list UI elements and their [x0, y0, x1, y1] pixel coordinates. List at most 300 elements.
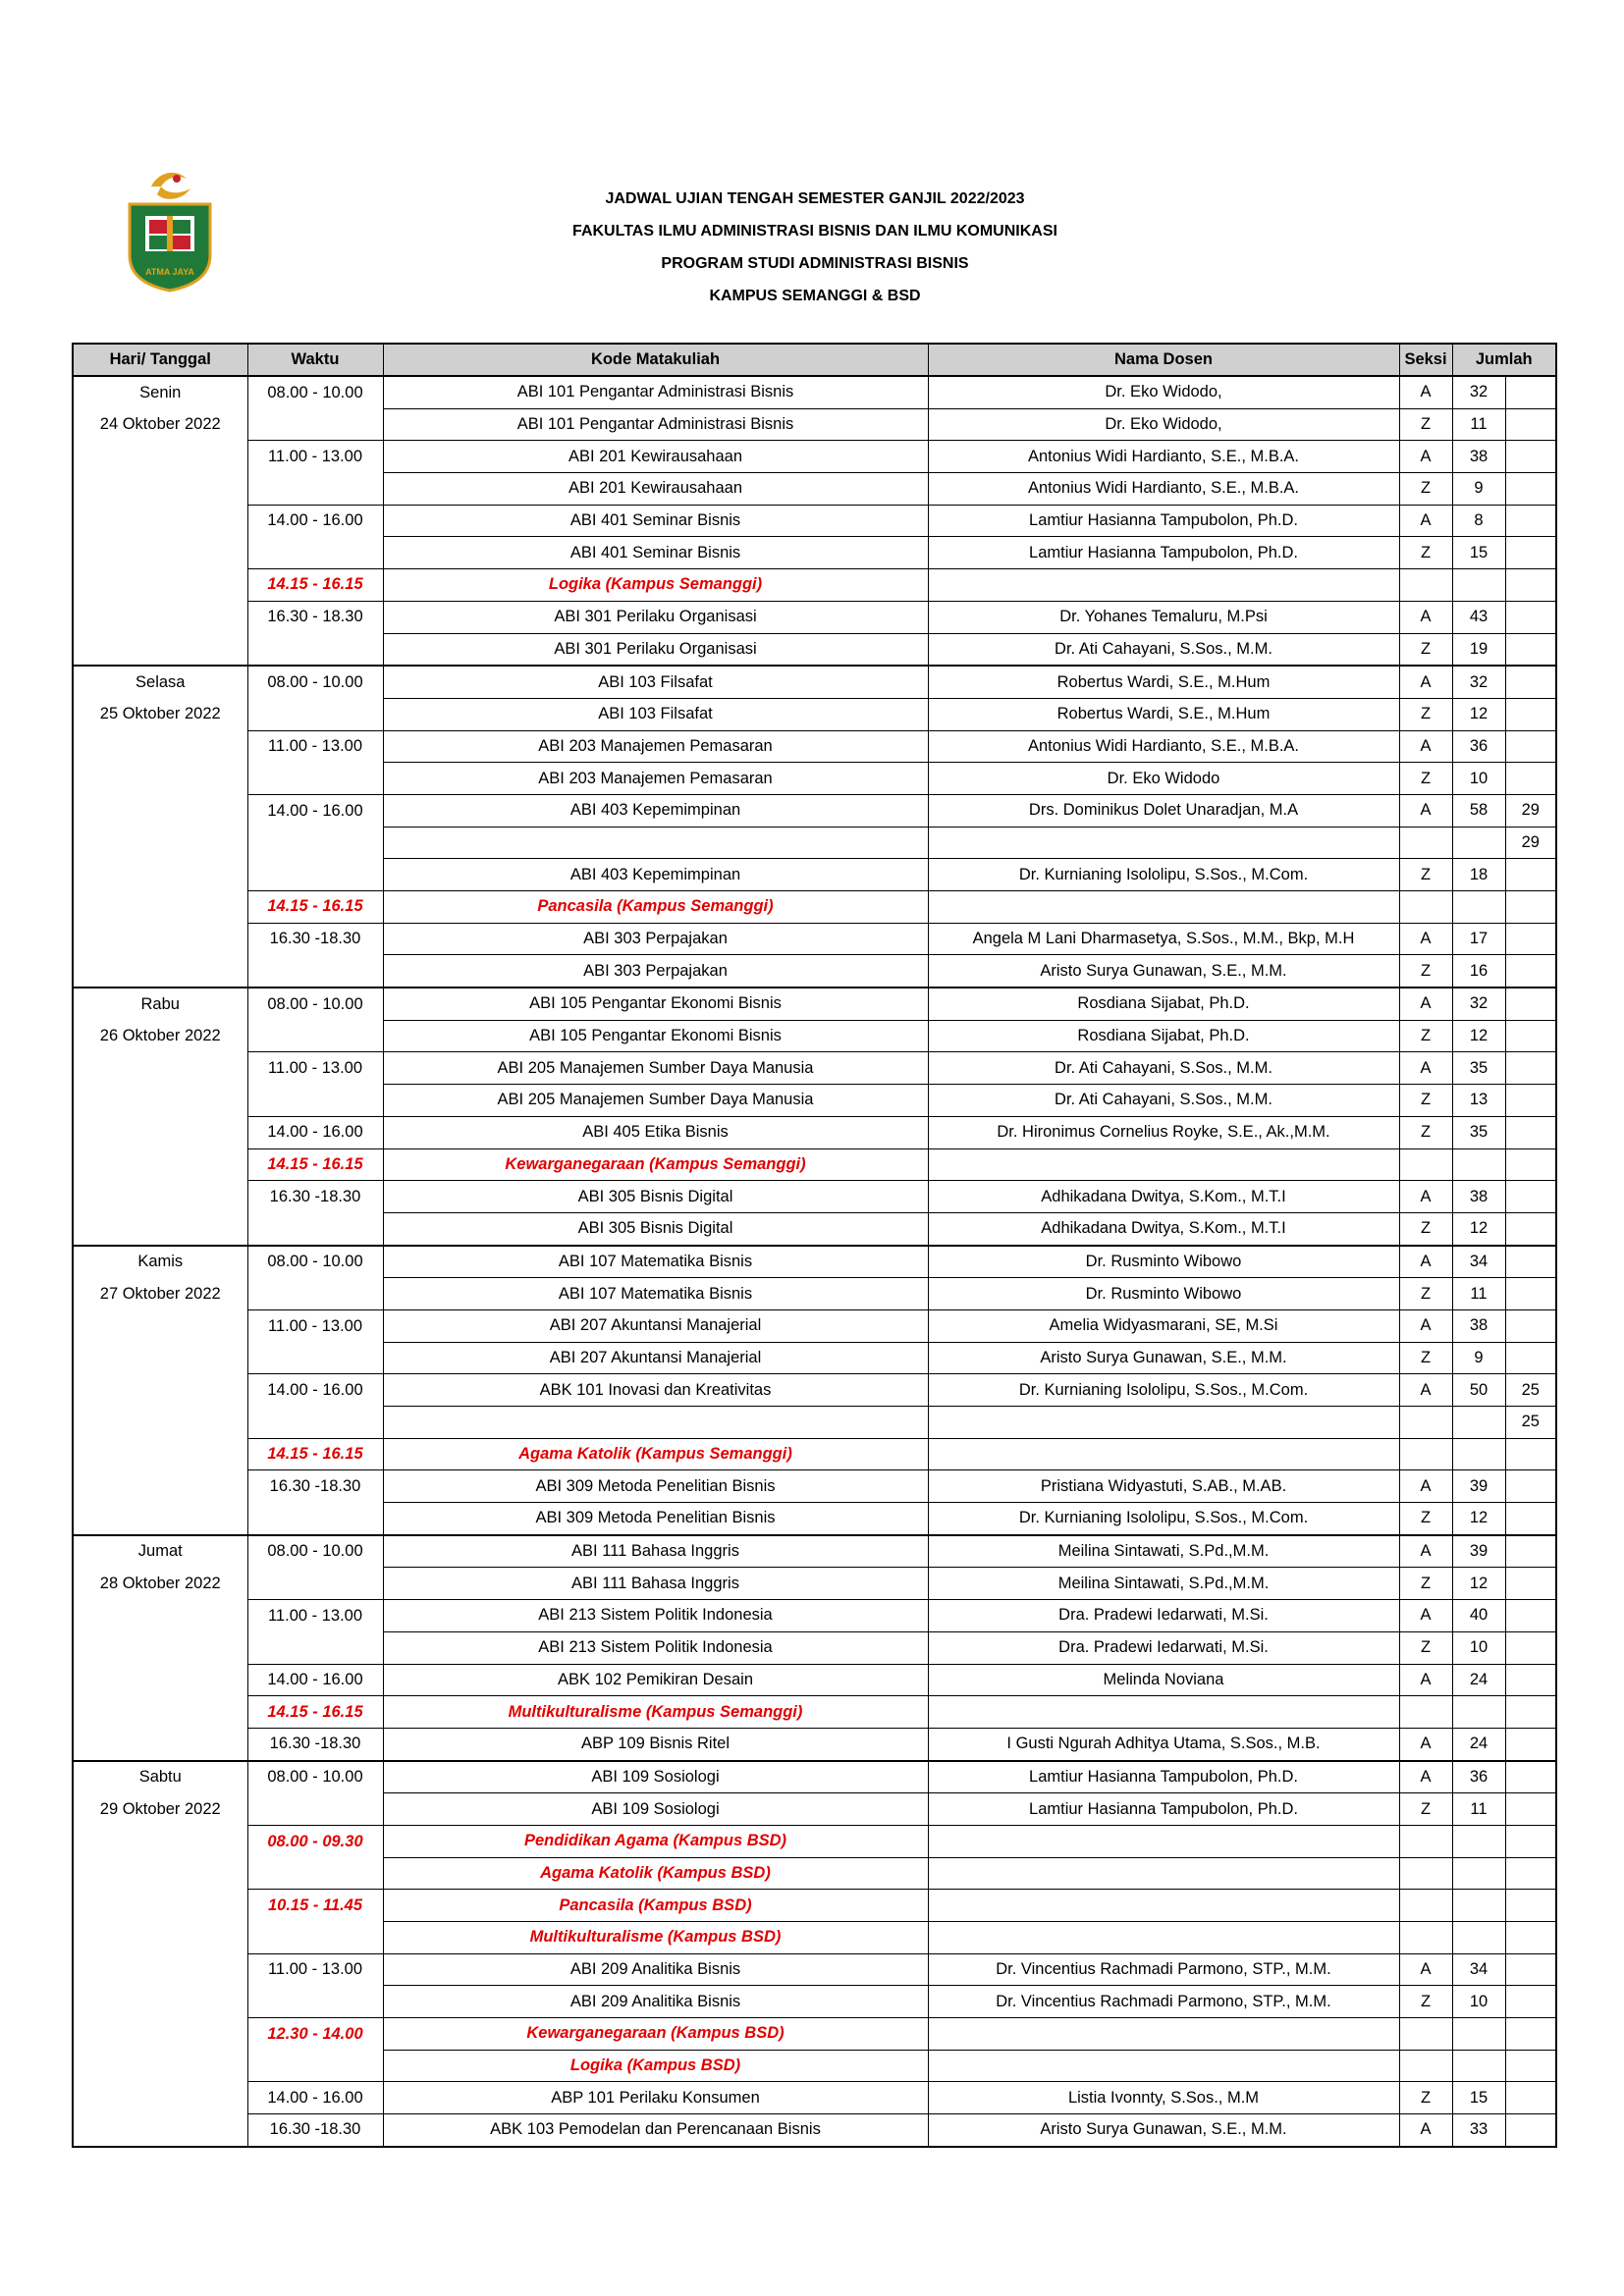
cell-kode-matakuliah: ABI 111 Bahasa Inggris	[383, 1535, 928, 1568]
cell-waktu: 11.00 - 13.00	[247, 1600, 383, 1632]
cell-kode-matakuliah: ABI 213 Sistem Politik Indonesia	[383, 1600, 928, 1632]
cell-jumlah: 12	[1452, 1503, 1505, 1535]
cell-jumlah-split	[1505, 955, 1556, 988]
cell-jumlah-split	[1505, 923, 1556, 955]
cell-kode-matakuliah: ABI 109 Sosiologi	[383, 1761, 928, 1793]
cell-kode-matakuliah: ABI 105 Pengantar Ekonomi Bisnis	[383, 988, 928, 1020]
cell-nama-dosen: Dr. Ati Cahayani, S.Sos., M.M.	[928, 633, 1399, 666]
cell-hari-tanggal	[73, 505, 247, 537]
table-row	[73, 1793, 1556, 1826]
cell-nama-dosen: Lamtiur Hasianna Tampubolon, Ph.D.	[928, 505, 1399, 537]
cell-seksi: Z	[1399, 1278, 1452, 1310]
cell-kode-matakuliah: Logika (Kampus Semanggi)	[383, 569, 928, 602]
cell-jumlah: 32	[1452, 376, 1505, 408]
header-waktu: Waktu	[247, 344, 383, 376]
cell-seksi: A	[1399, 441, 1452, 473]
cell-jumlah: 17	[1452, 923, 1505, 955]
cell-jumlah: 12	[1452, 1212, 1505, 1245]
cell-hari-tanggal: 24 Oktober 2022	[73, 408, 247, 441]
cell-jumlah	[1452, 1890, 1505, 1922]
cell-nama-dosen: Antonius Widi Hardianto, S.E., M.B.A.	[928, 441, 1399, 473]
cell-jumlah: 15	[1452, 537, 1505, 569]
cell-kode-matakuliah	[383, 827, 928, 859]
cell-hari-tanggal	[73, 1857, 247, 1890]
cell-kode-matakuliah: ABI 111 Bahasa Inggris	[383, 1568, 928, 1600]
title-line-1: JADWAL UJIAN TENGAH SEMESTER GANJIL 2022/2023	[605, 190, 1025, 207]
document-header	[383, 183, 1247, 312]
cell-kode-matakuliah: ABI 207 Akuntansi Manajerial	[383, 1342, 928, 1374]
cell-hari-tanggal	[73, 537, 247, 569]
cell-jumlah-split	[1505, 1148, 1556, 1181]
cell-hari-tanggal	[73, 923, 247, 955]
cell-waktu: 14.00 - 16.00	[247, 2082, 383, 2114]
cell-jumlah-split	[1505, 1342, 1556, 1374]
cell-kode-matakuliah: ABP 109 Bisnis Ritel	[383, 1728, 928, 1760]
table-row	[73, 730, 1556, 763]
cell-hari-tanggal: Kamis	[73, 1246, 247, 1278]
cell-jumlah-split: 29	[1505, 794, 1556, 827]
table-row	[73, 1728, 1556, 1760]
cell-kode-matakuliah: ABI 103 Filsafat	[383, 666, 928, 698]
table-row	[73, 408, 1556, 441]
cell-jumlah: 32	[1452, 666, 1505, 698]
title-line-4: KAMPUS SEMANGGI & BSD	[709, 288, 921, 304]
cell-seksi: A	[1399, 505, 1452, 537]
cell-kode-matakuliah: ABK 103 Pemodelan dan Perencanaan Bisnis	[383, 2114, 928, 2147]
cell-kode-matakuliah: ABI 305 Bisnis Digital	[383, 1181, 928, 1213]
table-row	[73, 1631, 1556, 1664]
table-row	[73, 1020, 1556, 1052]
cell-jumlah-split	[1505, 698, 1556, 730]
cell-seksi: Z	[1399, 1631, 1452, 1664]
cell-jumlah-split	[1505, 1631, 1556, 1664]
cell-hari-tanggal	[73, 569, 247, 602]
cell-nama-dosen: Dr. Eko Widodo	[928, 763, 1399, 795]
cell-kode-matakuliah: ABI 109 Sosiologi	[383, 1793, 928, 1826]
table-row	[73, 1857, 1556, 1890]
cell-jumlah-split	[1505, 891, 1556, 924]
cell-jumlah-split	[1505, 730, 1556, 763]
cell-seksi	[1399, 1407, 1452, 1439]
table-row	[73, 1374, 1556, 1407]
cell-nama-dosen	[928, 1438, 1399, 1470]
cell-jumlah-split	[1505, 1212, 1556, 1245]
cell-jumlah-split	[1505, 1278, 1556, 1310]
cell-hari-tanggal	[73, 1922, 247, 1954]
cell-jumlah: 8	[1452, 505, 1505, 537]
cell-waktu: 08.00 - 10.00	[247, 1535, 383, 1568]
cell-seksi: A	[1399, 1052, 1452, 1085]
cell-jumlah: 10	[1452, 763, 1505, 795]
table-row	[73, 923, 1556, 955]
cell-seksi: A	[1399, 1535, 1452, 1568]
cell-nama-dosen: Lamtiur Hasianna Tampubolon, Ph.D.	[928, 1761, 1399, 1793]
cell-hari-tanggal	[73, 1052, 247, 1085]
cell-hari-tanggal	[73, 1631, 247, 1664]
table-row	[73, 1438, 1556, 1470]
cell-hari-tanggal: 29 Oktober 2022	[73, 1793, 247, 1826]
cell-seksi: Z	[1399, 1986, 1452, 2018]
cell-nama-dosen	[928, 569, 1399, 602]
cell-kode-matakuliah: ABI 209 Analitika Bisnis	[383, 1953, 928, 1986]
cell-kode-matakuliah: ABI 101 Pengantar Administrasi Bisnis	[383, 408, 928, 441]
cell-waktu	[247, 633, 383, 666]
cell-hari-tanggal	[73, 473, 247, 506]
table-row	[73, 763, 1556, 795]
cell-seksi: A	[1399, 666, 1452, 698]
cell-nama-dosen: Lamtiur Hasianna Tampubolon, Ph.D.	[928, 537, 1399, 569]
table-row	[73, 1503, 1556, 1535]
cell-jumlah	[1452, 569, 1505, 602]
cell-kode-matakuliah: ABI 105 Pengantar Ekonomi Bisnis	[383, 1020, 928, 1052]
cell-kode-matakuliah: Agama Katolik (Kampus Semanggi)	[383, 1438, 928, 1470]
cell-jumlah: 39	[1452, 1470, 1505, 1503]
table-row	[73, 376, 1556, 408]
cell-jumlah-split	[1505, 763, 1556, 795]
cell-nama-dosen	[928, 891, 1399, 924]
cell-jumlah: 9	[1452, 473, 1505, 506]
cell-nama-dosen	[928, 827, 1399, 859]
cell-seksi: Z	[1399, 859, 1452, 891]
cell-nama-dosen	[928, 2050, 1399, 2082]
cell-waktu	[247, 1568, 383, 1600]
cell-jumlah: 38	[1452, 441, 1505, 473]
cell-waktu	[247, 1986, 383, 2018]
table-row	[73, 1052, 1556, 1085]
cell-hari-tanggal	[73, 1374, 247, 1407]
cell-kode-matakuliah: ABI 309 Metoda Penelitian Bisnis	[383, 1470, 928, 1503]
cell-hari-tanggal	[73, 2050, 247, 2082]
cell-waktu	[247, 827, 383, 859]
cell-waktu: 08.00 - 10.00	[247, 376, 383, 408]
cell-seksi: A	[1399, 601, 1452, 633]
header-jumlah: Jumlah	[1452, 344, 1556, 376]
cell-waktu	[247, 1922, 383, 1954]
cell-nama-dosen: Melinda Noviana	[928, 1664, 1399, 1696]
cell-jumlah-split: 25	[1505, 1374, 1556, 1407]
cell-jumlah-split	[1505, 1535, 1556, 1568]
table-row	[73, 794, 1556, 827]
table-row	[73, 666, 1556, 698]
cell-seksi	[1399, 1857, 1452, 1890]
cell-jumlah-split	[1505, 1986, 1556, 2018]
cell-jumlah-split: 29	[1505, 827, 1556, 859]
cell-seksi: A	[1399, 1761, 1452, 1793]
cell-nama-dosen: Adhikadana Dwitya, S.Kom., M.T.I	[928, 1212, 1399, 1245]
cell-waktu: 08.00 - 10.00	[247, 1761, 383, 1793]
cell-jumlah: 10	[1452, 1631, 1505, 1664]
table-row	[73, 1407, 1556, 1439]
cell-nama-dosen: Antonius Widi Hardianto, S.E., M.B.A.	[928, 473, 1399, 506]
cell-waktu: 08.00 - 10.00	[247, 988, 383, 1020]
cell-hari-tanggal: Sabtu	[73, 1761, 247, 1793]
cell-kode-matakuliah: ABI 203 Manajemen Pemasaran	[383, 730, 928, 763]
cell-kode-matakuliah: ABI 401 Seminar Bisnis	[383, 537, 928, 569]
cell-nama-dosen: I Gusti Ngurah Adhitya Utama, S.Sos., M.B.	[928, 1728, 1399, 1760]
cell-jumlah-split	[1505, 988, 1556, 1020]
cell-jumlah: 36	[1452, 730, 1505, 763]
cell-nama-dosen: Dr. Yohanes Temaluru, M.Psi	[928, 601, 1399, 633]
cell-seksi	[1399, 2050, 1452, 2082]
cell-kode-matakuliah: ABI 309 Metoda Penelitian Bisnis	[383, 1503, 928, 1535]
cell-waktu: 14.15 - 16.15	[247, 891, 383, 924]
cell-kode-matakuliah: ABI 201 Kewirausahaan	[383, 441, 928, 473]
cell-jumlah: 24	[1452, 1664, 1505, 1696]
cell-nama-dosen: Amelia Widyasmarani, SE, M.Si	[928, 1309, 1399, 1342]
cell-jumlah	[1452, 1148, 1505, 1181]
cell-jumlah: 11	[1452, 1793, 1505, 1826]
cell-kode-matakuliah: Agama Katolik (Kampus BSD)	[383, 1857, 928, 1890]
cell-waktu	[247, 859, 383, 891]
cell-seksi: Z	[1399, 1503, 1452, 1535]
cell-seksi: Z	[1399, 1342, 1452, 1374]
cell-hari-tanggal	[73, 1825, 247, 1857]
cell-waktu	[247, 1278, 383, 1310]
cell-nama-dosen: Dr. Ati Cahayani, S.Sos., M.M.	[928, 1052, 1399, 1085]
table-row	[73, 827, 1556, 859]
header-hari-tanggal: Hari/ Tanggal	[73, 344, 247, 376]
cell-hari-tanggal	[73, 763, 247, 795]
cell-jumlah: 19	[1452, 633, 1505, 666]
cell-jumlah-split	[1505, 1052, 1556, 1085]
cell-jumlah: 40	[1452, 1600, 1505, 1632]
cell-waktu: 10.15 - 11.45	[247, 1890, 383, 1922]
cell-seksi	[1399, 1825, 1452, 1857]
cell-nama-dosen	[928, 1407, 1399, 1439]
header-nama-dosen: Nama Dosen	[928, 344, 1399, 376]
cell-nama-dosen: Dr. Rusminto Wibowo	[928, 1246, 1399, 1278]
cell-jumlah-split	[1505, 1728, 1556, 1760]
cell-waktu: 14.15 - 16.15	[247, 569, 383, 602]
cell-seksi: Z	[1399, 1568, 1452, 1600]
cell-waktu: 16.30 -18.30	[247, 2114, 383, 2147]
cell-jumlah: 11	[1452, 408, 1505, 441]
cell-jumlah	[1452, 1407, 1505, 1439]
cell-nama-dosen: Dr. Eko Widodo,	[928, 408, 1399, 441]
cell-jumlah: 12	[1452, 1568, 1505, 1600]
cell-kode-matakuliah: ABI 101 Pengantar Administrasi Bisnis	[383, 376, 928, 408]
cell-jumlah	[1452, 1922, 1505, 1954]
cell-hari-tanggal	[73, 1503, 247, 1535]
cell-kode-matakuliah: Multikulturalisme (Kampus Semanggi)	[383, 1696, 928, 1729]
cell-kode-matakuliah: Kewarganegaraan (Kampus BSD)	[383, 2018, 928, 2051]
atma-jaya-logo	[122, 165, 218, 293]
cell-jumlah-split	[1505, 601, 1556, 633]
cell-jumlah: 16	[1452, 955, 1505, 988]
cell-kode-matakuliah: ABK 101 Inovasi dan Kreativitas	[383, 1374, 928, 1407]
cell-jumlah: 50	[1452, 1374, 1505, 1407]
cell-waktu: 08.00 - 10.00	[247, 666, 383, 698]
cell-jumlah	[1452, 2050, 1505, 2082]
cell-jumlah-split	[1505, 1116, 1556, 1148]
cell-kode-matakuliah: Logika (Kampus BSD)	[383, 2050, 928, 2082]
cell-jumlah: 18	[1452, 859, 1505, 891]
cell-nama-dosen	[928, 1148, 1399, 1181]
cell-hari-tanggal	[73, 1212, 247, 1245]
cell-hari-tanggal	[73, 1342, 247, 1374]
cell-hari-tanggal	[73, 2114, 247, 2147]
table-row	[73, 891, 1556, 924]
cell-nama-dosen: Robertus Wardi, S.E., M.Hum	[928, 666, 1399, 698]
cell-seksi: A	[1399, 1246, 1452, 1278]
cell-seksi: A	[1399, 988, 1452, 1020]
cell-seksi: A	[1399, 730, 1452, 763]
cell-jumlah-split	[1505, 1309, 1556, 1342]
cell-nama-dosen: Dr. Eko Widodo,	[928, 376, 1399, 408]
cell-nama-dosen: Dr. Vincentius Rachmadi Parmono, STP., M.M.	[928, 1953, 1399, 1986]
cell-nama-dosen	[928, 1890, 1399, 1922]
cell-jumlah: 34	[1452, 1246, 1505, 1278]
cell-jumlah: 33	[1452, 2114, 1505, 2147]
cell-seksi: Z	[1399, 763, 1452, 795]
cell-nama-dosen: Lamtiur Hasianna Tampubolon, Ph.D.	[928, 1793, 1399, 1826]
cell-kode-matakuliah: Pendidikan Agama (Kampus BSD)	[383, 1825, 928, 1857]
cell-seksi: Z	[1399, 2082, 1452, 2114]
header-kode-matakuliah: Kode Matakuliah	[383, 344, 928, 376]
cell-jumlah-split	[1505, 1857, 1556, 1890]
title-line-3: PROGRAM STUDI ADMINISTRASI BISNIS	[661, 255, 969, 272]
table-row	[73, 1600, 1556, 1632]
cell-waktu	[247, 1020, 383, 1052]
cell-seksi: A	[1399, 1309, 1452, 1342]
cell-jumlah-split: 25	[1505, 1407, 1556, 1439]
cell-jumlah: 12	[1452, 1020, 1505, 1052]
cell-nama-dosen: Angela M Lani Dharmasetya, S.Sos., M.M., Bkp, M.H	[928, 923, 1399, 955]
cell-jumlah: 10	[1452, 1986, 1505, 2018]
cell-hari-tanggal	[73, 1116, 247, 1148]
cell-kode-matakuliah: ABI 303 Perpajakan	[383, 955, 928, 988]
cell-jumlah	[1452, 2018, 1505, 2051]
cell-kode-matakuliah: ABI 403 Kepemimpinan	[383, 859, 928, 891]
table-row	[73, 1568, 1556, 1600]
cell-seksi: A	[1399, 794, 1452, 827]
cell-jumlah	[1452, 1857, 1505, 1890]
table-row	[73, 505, 1556, 537]
cell-seksi	[1399, 1890, 1452, 1922]
cell-jumlah: 38	[1452, 1181, 1505, 1213]
cell-jumlah-split	[1505, 666, 1556, 698]
cell-jumlah-split	[1505, 633, 1556, 666]
cell-hari-tanggal: Rabu	[73, 988, 247, 1020]
cell-waktu: 14.15 - 16.15	[247, 1148, 383, 1181]
cell-nama-dosen	[928, 1857, 1399, 1890]
table-row	[73, 1825, 1556, 1857]
cell-hari-tanggal	[73, 1470, 247, 1503]
cell-jumlah-split	[1505, 1246, 1556, 1278]
cell-jumlah: 13	[1452, 1085, 1505, 1117]
cell-nama-dosen: Adhikadana Dwitya, S.Kom., M.T.I	[928, 1181, 1399, 1213]
cell-waktu	[247, 473, 383, 506]
cell-seksi: A	[1399, 1181, 1452, 1213]
table-row	[73, 955, 1556, 988]
cell-hari-tanggal: 28 Oktober 2022	[73, 1568, 247, 1600]
cell-seksi: A	[1399, 2114, 1452, 2147]
cell-seksi: Z	[1399, 955, 1452, 988]
cell-kode-matakuliah: ABI 205 Manajemen Sumber Daya Manusia	[383, 1052, 928, 1085]
cell-seksi	[1399, 569, 1452, 602]
cell-kode-matakuliah: ABI 303 Perpajakan	[383, 923, 928, 955]
cell-waktu: 11.00 - 13.00	[247, 730, 383, 763]
cell-nama-dosen: Dr. Kurnianing Isololipu, S.Sos., M.Com.	[928, 859, 1399, 891]
cell-waktu	[247, 1085, 383, 1117]
cell-seksi: A	[1399, 1728, 1452, 1760]
cell-hari-tanggal	[73, 2018, 247, 2051]
title-line-2: FAKULTAS ILMU ADMINISTRASI BISNIS DAN ILMU KOMUNIKASI	[572, 223, 1057, 240]
cell-hari-tanggal	[73, 601, 247, 633]
cell-nama-dosen: Pristiana Widyastuti, S.AB., M.AB.	[928, 1470, 1399, 1503]
cell-jumlah	[1452, 891, 1505, 924]
cell-jumlah-split	[1505, 376, 1556, 408]
cell-nama-dosen: Dr. Rusminto Wibowo	[928, 1278, 1399, 1310]
table-row	[73, 1181, 1556, 1213]
cell-waktu: 11.00 - 13.00	[247, 1309, 383, 1342]
cell-seksi: A	[1399, 923, 1452, 955]
cell-kode-matakuliah: ABI 107 Matematika Bisnis	[383, 1246, 928, 1278]
cell-jumlah-split	[1505, 1793, 1556, 1826]
cell-jumlah-split	[1505, 2050, 1556, 2082]
cell-jumlah-split	[1505, 1825, 1556, 1857]
cell-waktu	[247, 955, 383, 988]
table-row	[73, 537, 1556, 569]
cell-seksi	[1399, 891, 1452, 924]
cell-hari-tanggal	[73, 633, 247, 666]
table-row	[73, 1116, 1556, 1148]
cell-jumlah-split	[1505, 505, 1556, 537]
cell-nama-dosen: Listia Ivonnty, S.Sos., M.M	[928, 2082, 1399, 2114]
cell-nama-dosen: Aristo Surya Gunawan, S.E., M.M.	[928, 955, 1399, 988]
cell-seksi: A	[1399, 1953, 1452, 1986]
cell-seksi: Z	[1399, 408, 1452, 441]
table-row	[73, 1953, 1556, 1986]
cell-jumlah-split	[1505, 1953, 1556, 1986]
table-row	[73, 988, 1556, 1020]
table-row	[73, 1342, 1556, 1374]
cell-seksi	[1399, 1148, 1452, 1181]
cell-jumlah-split	[1505, 1020, 1556, 1052]
table-row	[73, 2082, 1556, 2114]
cell-waktu: 14.00 - 16.00	[247, 1374, 383, 1407]
cell-seksi: Z	[1399, 1085, 1452, 1117]
cell-jumlah-split	[1505, 1568, 1556, 1600]
cell-kode-matakuliah: ABI 405 Etika Bisnis	[383, 1116, 928, 1148]
cell-nama-dosen: Drs. Dominikus Dolet Unaradjan, M.A	[928, 794, 1399, 827]
cell-waktu: 11.00 - 13.00	[247, 1052, 383, 1085]
cell-kode-matakuliah: ABI 203 Manajemen Pemasaran	[383, 763, 928, 795]
cell-jumlah-split	[1505, 859, 1556, 891]
cell-jumlah-split	[1505, 2018, 1556, 2051]
cell-hari-tanggal	[73, 1953, 247, 1986]
cell-kode-matakuliah: ABI 207 Akuntansi Manajerial	[383, 1309, 928, 1342]
table-row	[73, 1535, 1556, 1568]
cell-seksi	[1399, 1696, 1452, 1729]
cell-waktu: 16.30 - 18.30	[247, 601, 383, 633]
table-row	[73, 1278, 1556, 1310]
cell-waktu: 16.30 -18.30	[247, 923, 383, 955]
cell-waktu: 11.00 - 13.00	[247, 1953, 383, 1986]
cell-waktu: 16.30 -18.30	[247, 1181, 383, 1213]
cell-hari-tanggal: 25 Oktober 2022	[73, 698, 247, 730]
cell-jumlah: 36	[1452, 1761, 1505, 1793]
cell-waktu	[247, 1212, 383, 1245]
cell-hari-tanggal	[73, 794, 247, 827]
cell-jumlah-split	[1505, 1503, 1556, 1535]
cell-nama-dosen: Robertus Wardi, S.E., M.Hum	[928, 698, 1399, 730]
cell-waktu	[247, 763, 383, 795]
cell-nama-dosen	[928, 1696, 1399, 1729]
cell-jumlah-split	[1505, 569, 1556, 602]
cell-kode-matakuliah: ABI 213 Sistem Politik Indonesia	[383, 1631, 928, 1664]
cell-hari-tanggal	[73, 827, 247, 859]
